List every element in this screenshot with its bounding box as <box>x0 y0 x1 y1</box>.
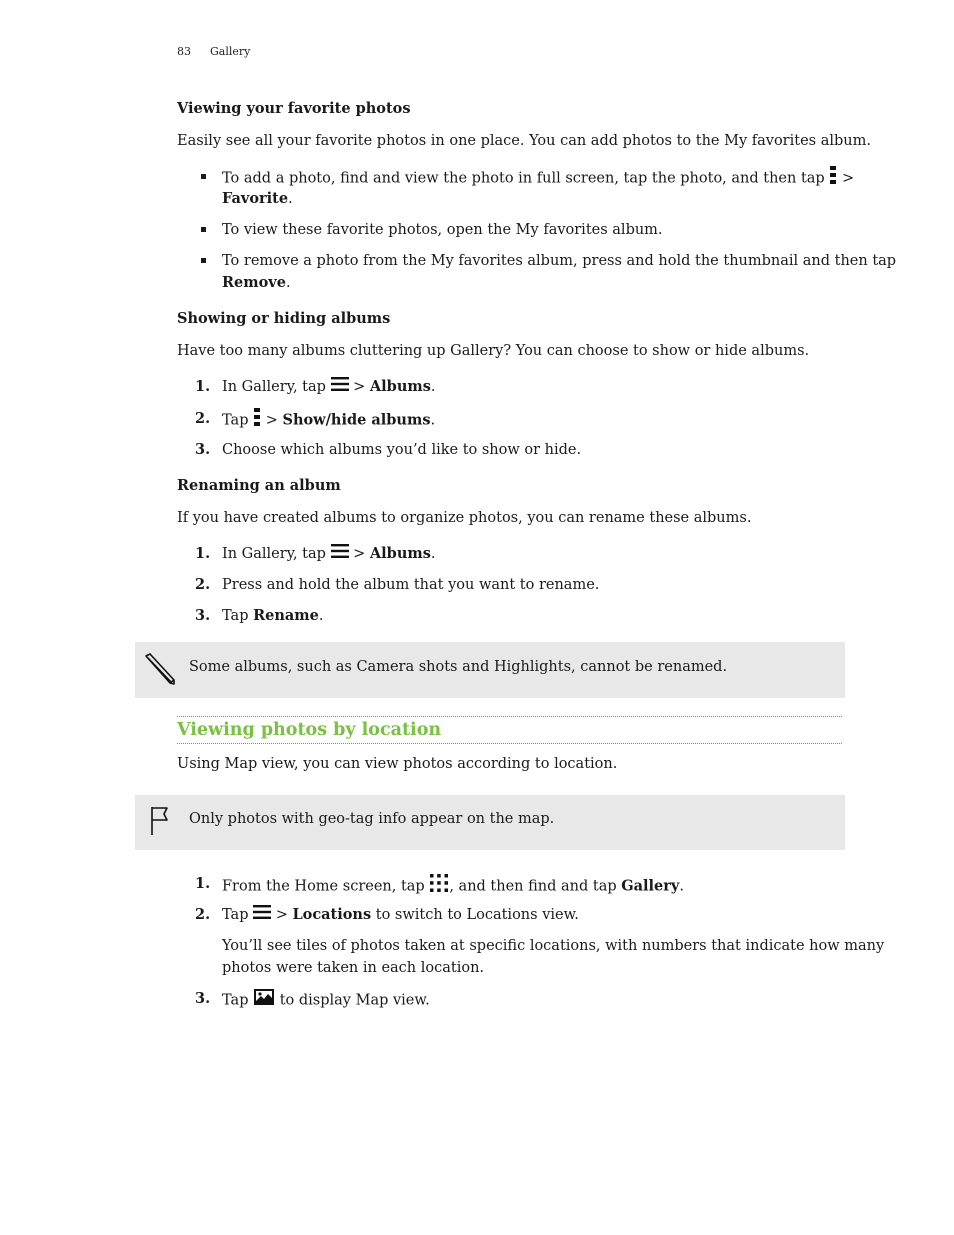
step-number: 1. <box>195 545 211 562</box>
favorite-label: Favorite <box>222 190 289 207</box>
step-end: . <box>679 878 684 895</box>
gallery-label: Gallery <box>621 877 680 895</box>
favorites-bullet-1 <box>222 166 854 191</box>
location-note-box <box>135 795 845 850</box>
bullet1-text: To add a photo, find and view the photo in full screen, tap the photo, and then tap <box>222 170 825 187</box>
bullet3-end: . <box>285 275 291 291</box>
show-hide-step-2 <box>222 408 435 433</box>
page-number: 83 <box>177 45 191 58</box>
step-text: Tap <box>222 608 249 624</box>
favorites-intro: Easily see all your favorite photos in one place. You can add photos to the My favorites album. <box>177 133 871 149</box>
favorites-bullet-1-line2 <box>222 188 293 210</box>
bullet1-gt: > <box>841 170 855 187</box>
section-title-bar <box>177 716 842 744</box>
step-end: . <box>430 546 436 562</box>
flag-icon <box>149 805 171 841</box>
menu-overflow-icon <box>829 166 837 191</box>
map-view-icon <box>253 988 275 1013</box>
show-hide-intro: Have too many albums cluttering up Gallery? You can choose to show or hide albums. <box>177 343 810 359</box>
step-end: to display Map view. <box>279 992 430 1009</box>
location-step-2-detail-2: photos were taken in each location. <box>222 960 485 976</box>
favorites-bullet-2: To view these favorite photos, open the My favorites album. <box>222 222 663 238</box>
step-text: In Gallery, tap <box>222 379 326 395</box>
location-step-3 <box>222 988 430 1013</box>
step-end: . <box>430 412 436 429</box>
step-gt: > <box>353 546 366 562</box>
menu-overflow-icon <box>253 408 261 433</box>
step-number: 2. <box>195 906 211 923</box>
step-number: 1. <box>195 378 211 395</box>
rename-step-1 <box>222 543 435 565</box>
step-gt: > <box>275 907 288 923</box>
step-text: Tap <box>222 907 249 923</box>
show-hide-heading: Showing or hiding albums <box>177 310 391 327</box>
bullet-marker <box>201 174 206 179</box>
rename-heading: Renaming an album <box>177 477 341 494</box>
show-hide-step-3: Choose which albums you’d like to show or hide. <box>222 442 582 458</box>
section-title: Viewing photos by location <box>177 720 442 740</box>
step-number: 1. <box>195 875 211 892</box>
step-end: . <box>430 379 436 395</box>
locations-label: Locations <box>292 906 372 923</box>
step-number: 3. <box>195 990 211 1007</box>
step-gt: > <box>265 412 278 429</box>
step-number: 2. <box>195 410 211 427</box>
show-hide-albums-label: Show/hide albums <box>282 411 431 429</box>
location-step-2-detail-1: You’ll see tiles of photos taken at specific locations, with numbers that indicate how many <box>222 938 885 954</box>
remove-label: Remove <box>222 274 286 291</box>
step-gt: > <box>353 379 366 395</box>
location-step-1 <box>222 873 684 900</box>
rename-label: Rename <box>253 607 319 624</box>
pencil-icon <box>143 652 177 690</box>
favorites-bullet-3: To remove a photo from the My favorites album, press and hold the thumbnail and then tap <box>222 253 897 269</box>
rename-step-2: Press and hold the album that you want to rename. <box>222 577 600 593</box>
step-number: 3. <box>195 607 211 624</box>
rename-step-3 <box>222 605 323 627</box>
step-text-b: , and then find and tap <box>449 878 617 895</box>
step-number: 2. <box>195 576 211 593</box>
favorites-heading: Viewing your favorite photos <box>177 100 411 117</box>
hamburger-menu-icon <box>331 543 349 565</box>
rename-intro: If you have created albums to organize photos, you can rename these albums. <box>177 510 752 526</box>
bullet-marker <box>201 258 206 263</box>
location-intro: Using Map view, you can view photos according to location. <box>177 756 618 772</box>
bullet1-end: . <box>288 191 293 207</box>
step-text: In Gallery, tap <box>222 546 326 562</box>
hamburger-menu-icon <box>253 904 271 926</box>
rename-note-box <box>135 642 845 698</box>
favorites-bullet-3-line2 <box>222 272 291 294</box>
location-note-text: Only photos with geo-tag info appear on the map. <box>189 811 555 827</box>
albums-label: Albums <box>369 378 431 395</box>
header-section: Gallery <box>210 45 251 58</box>
location-step-2 <box>222 904 579 926</box>
hamburger-menu-icon <box>331 376 349 398</box>
step-end: . <box>318 608 324 624</box>
step-text: Tap <box>222 412 249 429</box>
step-number: 3. <box>195 441 211 458</box>
step-end: to switch to Locations view. <box>375 907 579 923</box>
all-apps-icon <box>429 873 449 900</box>
step-text: Tap <box>222 992 249 1009</box>
bullet-marker <box>201 227 206 232</box>
step-text: From the Home screen, tap <box>222 878 425 895</box>
albums-label: Albums <box>369 545 431 562</box>
rename-note-text: Some albums, such as Camera shots and Highlights, cannot be renamed. <box>189 659 728 675</box>
show-hide-step-1 <box>222 376 435 398</box>
